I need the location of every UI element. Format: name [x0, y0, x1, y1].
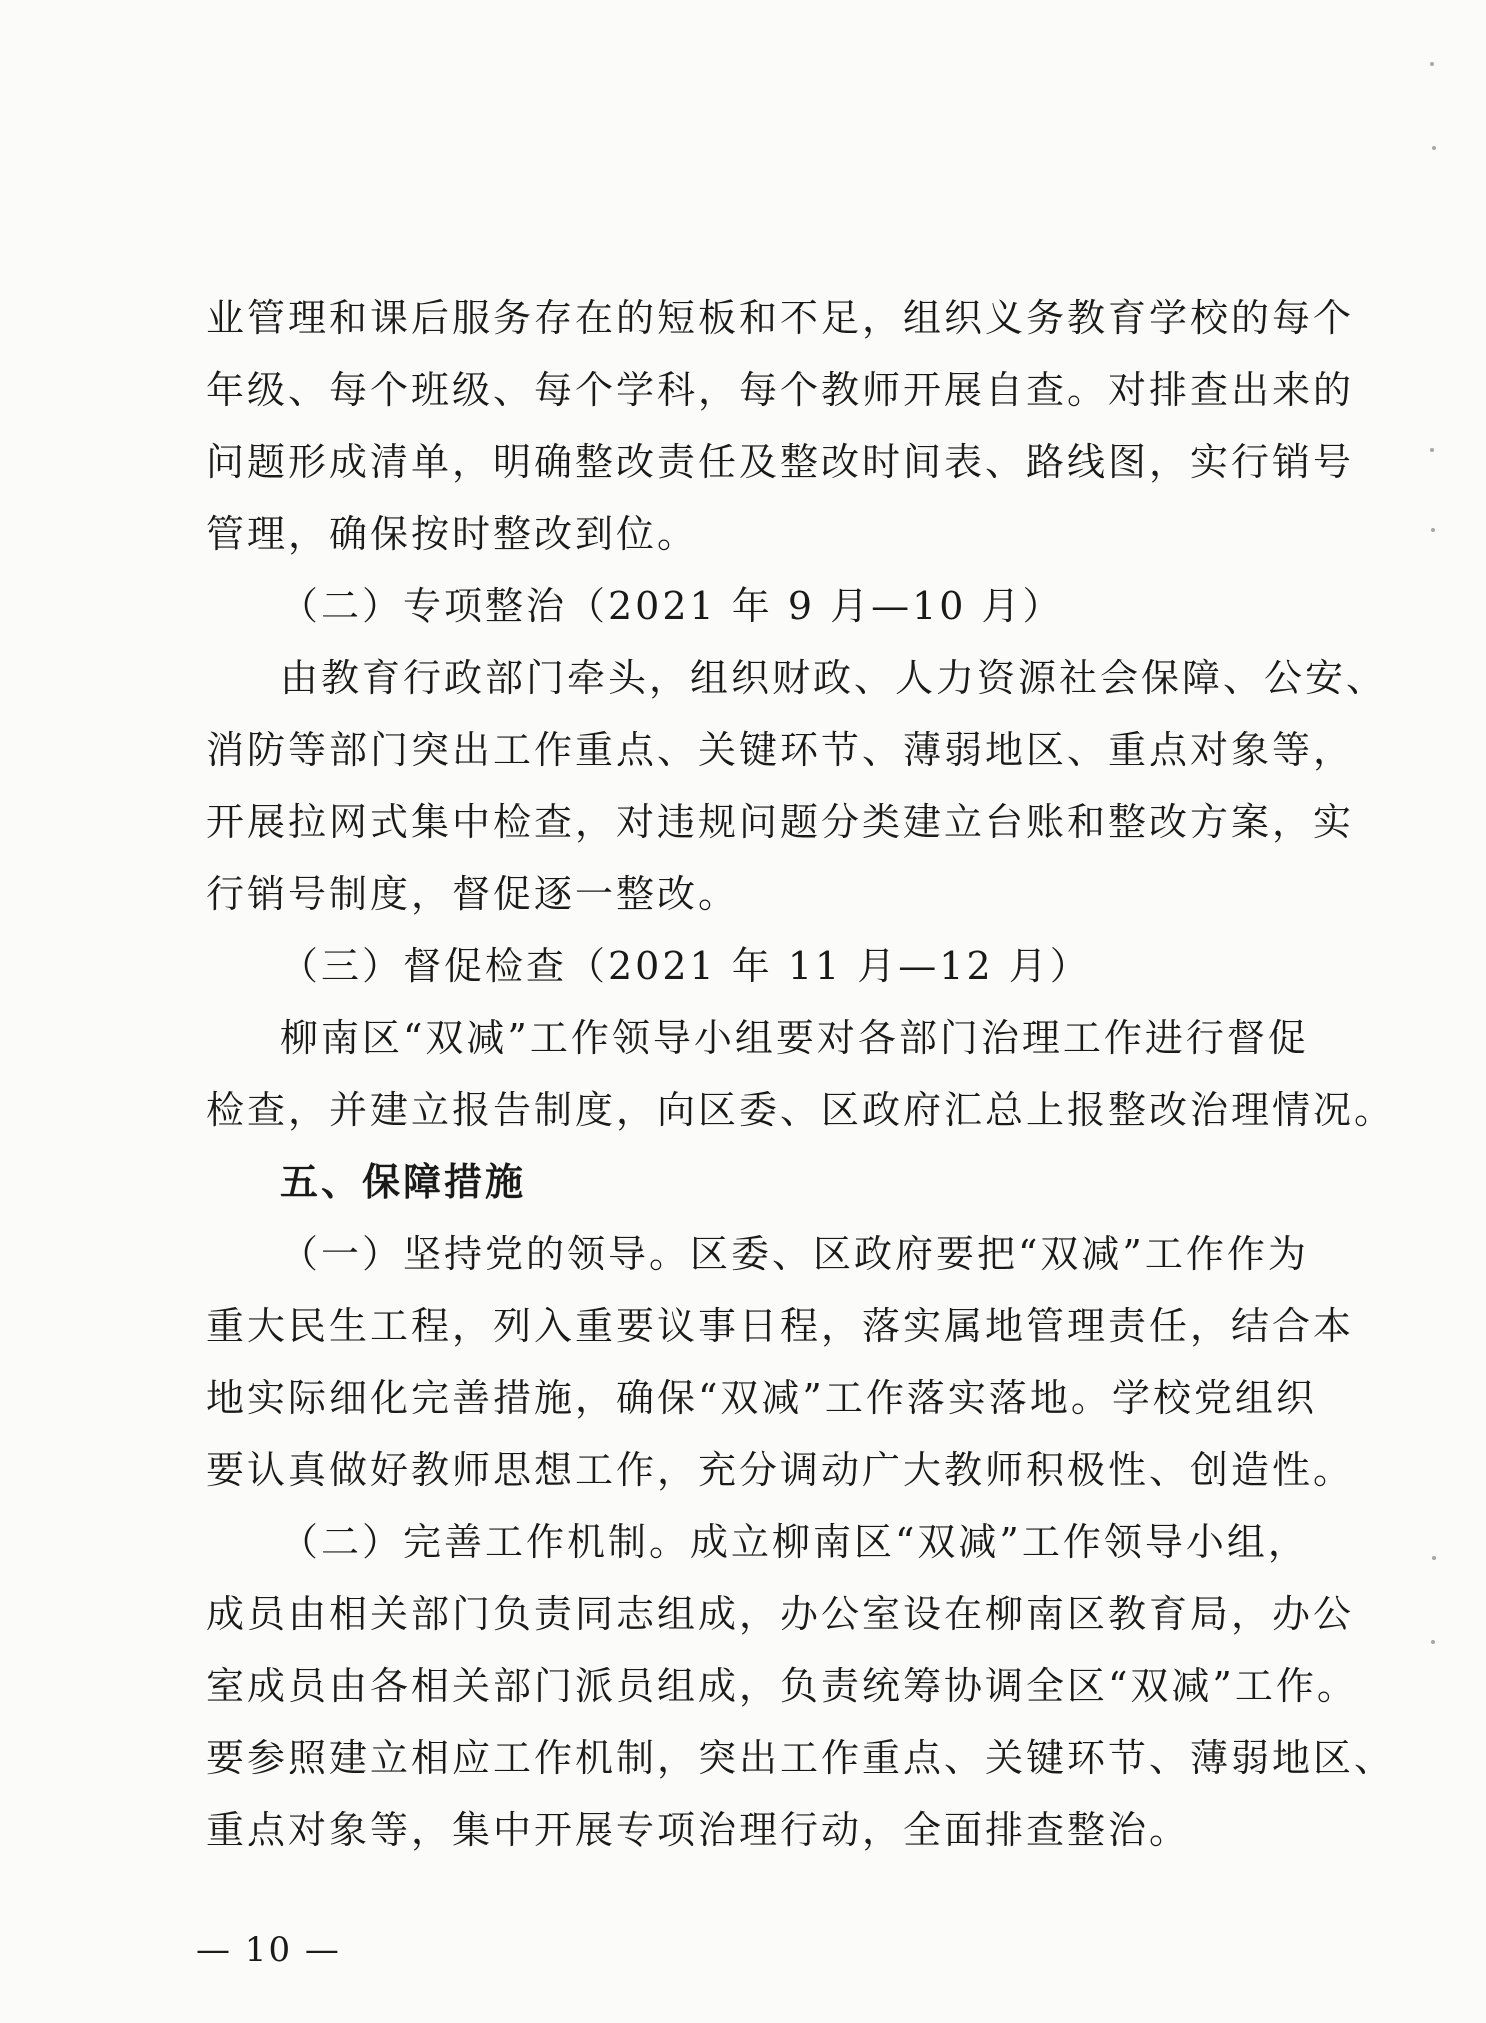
scan-speck	[1430, 448, 1434, 452]
body-text-line: 管理，确保按时整改到位。	[206, 512, 699, 556]
body-text-line: 行销号制度，督促逐一整改。	[206, 872, 740, 916]
scan-speck	[1432, 1556, 1436, 1560]
section-subheading: （三）督促检查（2021 年 11 月—12 月）	[280, 944, 1091, 988]
body-text-line: （一）坚持党的领导。区委、区政府要把“双减”工作作为	[280, 1232, 1309, 1276]
body-text-line: 业管理和课后服务存在的短板和不足，组织义务教育学校的每个	[206, 296, 1355, 340]
body-text-line: 地实际细化完善措施，确保“双减”工作落实落地。学校党组织	[206, 1376, 1317, 1420]
body-text-line: 年级、每个班级、每个学科，每个教师开展自查。对排查出来的	[206, 368, 1355, 412]
body-text-line: 由教育行政部门牵头，组织财政、人力资源社会保障、公安、	[280, 656, 1388, 700]
body-text-line: 问题形成清单，明确整改责任及整改时间表、路线图，实行销号	[206, 440, 1355, 484]
page-number: — 10 —	[196, 1930, 341, 1970]
body-text-line: 重点对象等，集中开展专项治理行动，全面排查整治。	[206, 1808, 1191, 1852]
body-text-line: 消防等部门突出工作重点、关键环节、薄弱地区、重点对象等，	[206, 728, 1355, 772]
body-text-line: 开展拉网式集中检查，对违规问题分类建立台账和整改方案，实	[206, 800, 1355, 844]
scan-speck	[1431, 1640, 1435, 1644]
body-text-line: 检查，并建立报告制度，向区委、区政府汇总上报整改治理情况。	[206, 1088, 1396, 1132]
body-text-line: 要认真做好教师思想工作，充分调动广大教师积极性、创造性。	[206, 1448, 1355, 1492]
section-subheading: （二）专项整治（2021 年 9 月—10 月）	[280, 584, 1064, 628]
body-text-line: 室成员由各相关部门派员组成，负责统筹协调全区“双减”工作。	[206, 1664, 1358, 1708]
body-text-line: 要参照建立相应工作机制，突出工作重点、关键环节、薄弱地区、	[206, 1736, 1396, 1780]
scan-speck	[1432, 146, 1436, 150]
body-text-line: 柳南区“双减”工作领导小组要对各部门治理工作进行督促	[280, 1016, 1309, 1060]
body-text-line: （二）完善工作机制。成立柳南区“双减”工作领导小组，	[280, 1520, 1309, 1564]
body-text-line: 重大民生工程，列入重要议事日程，落实属地管理责任，结合本	[206, 1304, 1355, 1348]
scan-speck	[1430, 62, 1434, 66]
body-text-line: 成员由相关部门负责同志组成，办公室设在柳南区教育局，办公	[206, 1592, 1355, 1636]
section-heading: 五、保障措施	[280, 1159, 527, 1204]
scan-speck	[1431, 528, 1435, 532]
